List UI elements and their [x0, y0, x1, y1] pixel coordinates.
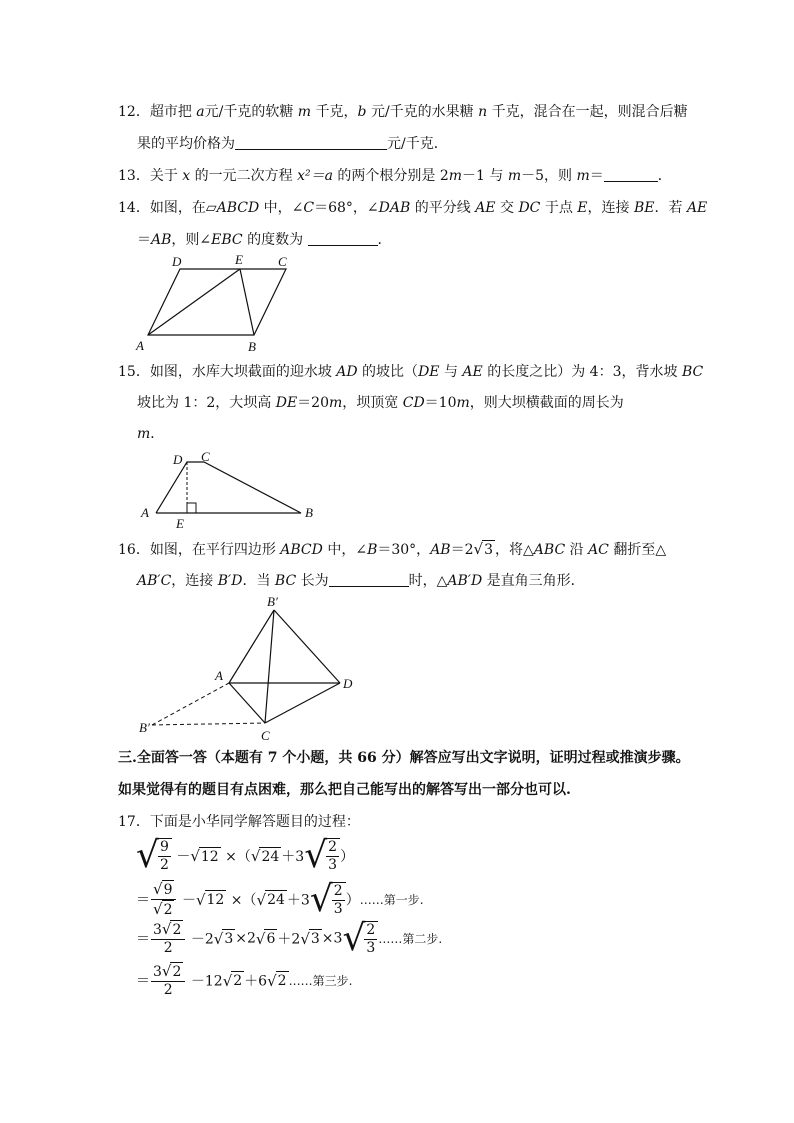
q15-label-a: A [141, 505, 149, 520]
q16-fold-figure [135, 592, 375, 742]
q16-segment-ac [229, 683, 265, 723]
q15-line2: 坡比为 1：2，大坝高 DE＝20m，坝顶宽 CD＝10m，则大坝横截面的周长为 [137, 395, 624, 411]
q15-line3: m． [137, 426, 165, 442]
q16-line1: 16．如图，在平行四边形 ABCD 中，∠B＝30°，AB＝2√3 ，将△ABC 沿 AC 翻折至△ [118, 540, 667, 558]
q14-segment-be [240, 269, 254, 335]
q14-label-d: D [172, 254, 182, 269]
q15-label-d: D [173, 452, 183, 467]
q14-line2: ＝AB，则∠EBC 的度数为 ． [137, 232, 392, 248]
q16-label-a: A [215, 668, 223, 683]
q16-dashed-bc [152, 723, 265, 725]
q15-dam-figure [135, 448, 325, 531]
q14-label-c: C [278, 254, 287, 269]
q16-label-c: C [261, 728, 270, 743]
q17-step3: ＝ $\frac{3√2}{2}$ －12√2 ＋6√2 ……第三步. [136, 962, 353, 998]
q16-segment-dc [265, 683, 340, 723]
q15-line1: 15．如图，水库大坝截面的迎水坡 AD 的坡比（DE 与 AE 的长度之比）为 4：3，背水坡 BC [118, 364, 704, 380]
sqrt-sign: √ [473, 540, 484, 558]
q16-label-d: D [343, 676, 353, 691]
q15-right-angle-mark [187, 503, 196, 513]
q15-label-e: E [176, 516, 184, 531]
q15-dam-outline [156, 462, 301, 513]
q17-intro: 17．下面是小华同学解答题目的过程： [118, 814, 360, 830]
q16-line2: AB′C，连接 B′D．当 BC 长为 时，△AB′D 是直角三角形． [137, 573, 585, 589]
q13-answer-blank[interactable] [604, 167, 658, 182]
q17-step2: ＝ $\frac{3√2}{2}$ －2√3 ×2√6 ＋2√3 ×3√ $\frac{2}{3}$ ……第二步. [136, 917, 443, 959]
q16-segment-bpd [274, 610, 340, 683]
q15-label-c: C [201, 449, 210, 464]
q16-label-b: B′ [139, 720, 150, 735]
q14-parallelogram-figure [130, 252, 310, 362]
q17-step1: ＝ $\frac{√9}{√2}$ －√12 ×（√24 ＋3√ $\frac{2}{3}$ ）……第一步. [136, 878, 424, 920]
q14-answer-blank[interactable] [308, 231, 378, 246]
section3-note: 如果觉得有的题目有点困难，那么把自己能写出的解答写出一部分也可以. [118, 782, 571, 798]
q17-expression: √ $\frac{9}{2}$ －√12 ×（√24 ＋3√ $\frac{2}{3}$ ） [136, 835, 355, 876]
q14-segment-ae [148, 269, 240, 335]
q17-step1-note: ……第一步. [359, 893, 424, 907]
q15-label-b: B [305, 505, 313, 520]
q16-dashed-ba [152, 683, 229, 725]
q12-line2: 果的平均价格为 元/千克． [137, 136, 448, 152]
q16-segment-bpc [265, 610, 274, 723]
q12-line1: 12．超市把 a元/千克的软糖 m 千克，b 元/千克的水果糖 n 千克，混合在一起，则混合后糖 [118, 104, 688, 120]
q16-label-bprime: B′ [267, 594, 278, 609]
q14-label-b: B [248, 339, 256, 354]
q14-label-e: E [235, 252, 243, 267]
q16-segment-bpa [229, 610, 274, 683]
q13-line: 13．关于 x 的一元二次方程 x²＝a 的两个根分别是 2m－1 与 m－5，则 m＝ ． [118, 168, 672, 184]
q17-step3-note: ……第三步. [288, 974, 353, 988]
q14-label-a: A [136, 338, 144, 353]
q14-line1: 14．如图，在▱ABCD 中，∠C＝68°，∠DAB 的平分线 AE 交 DC 于点 E，连接 BE．若 AE [118, 200, 708, 216]
q17-step2-note: ……第二步. [378, 932, 443, 946]
q14-parallelogram [148, 269, 286, 335]
section3-heading: 三.全面答一答（本题有 7 个小题，共 66 分）解答应写出文字说明，证明过程或推演步骤。 [118, 750, 690, 766]
q12-answer-blank[interactable] [235, 135, 387, 150]
q16-answer-blank[interactable] [329, 572, 409, 587]
